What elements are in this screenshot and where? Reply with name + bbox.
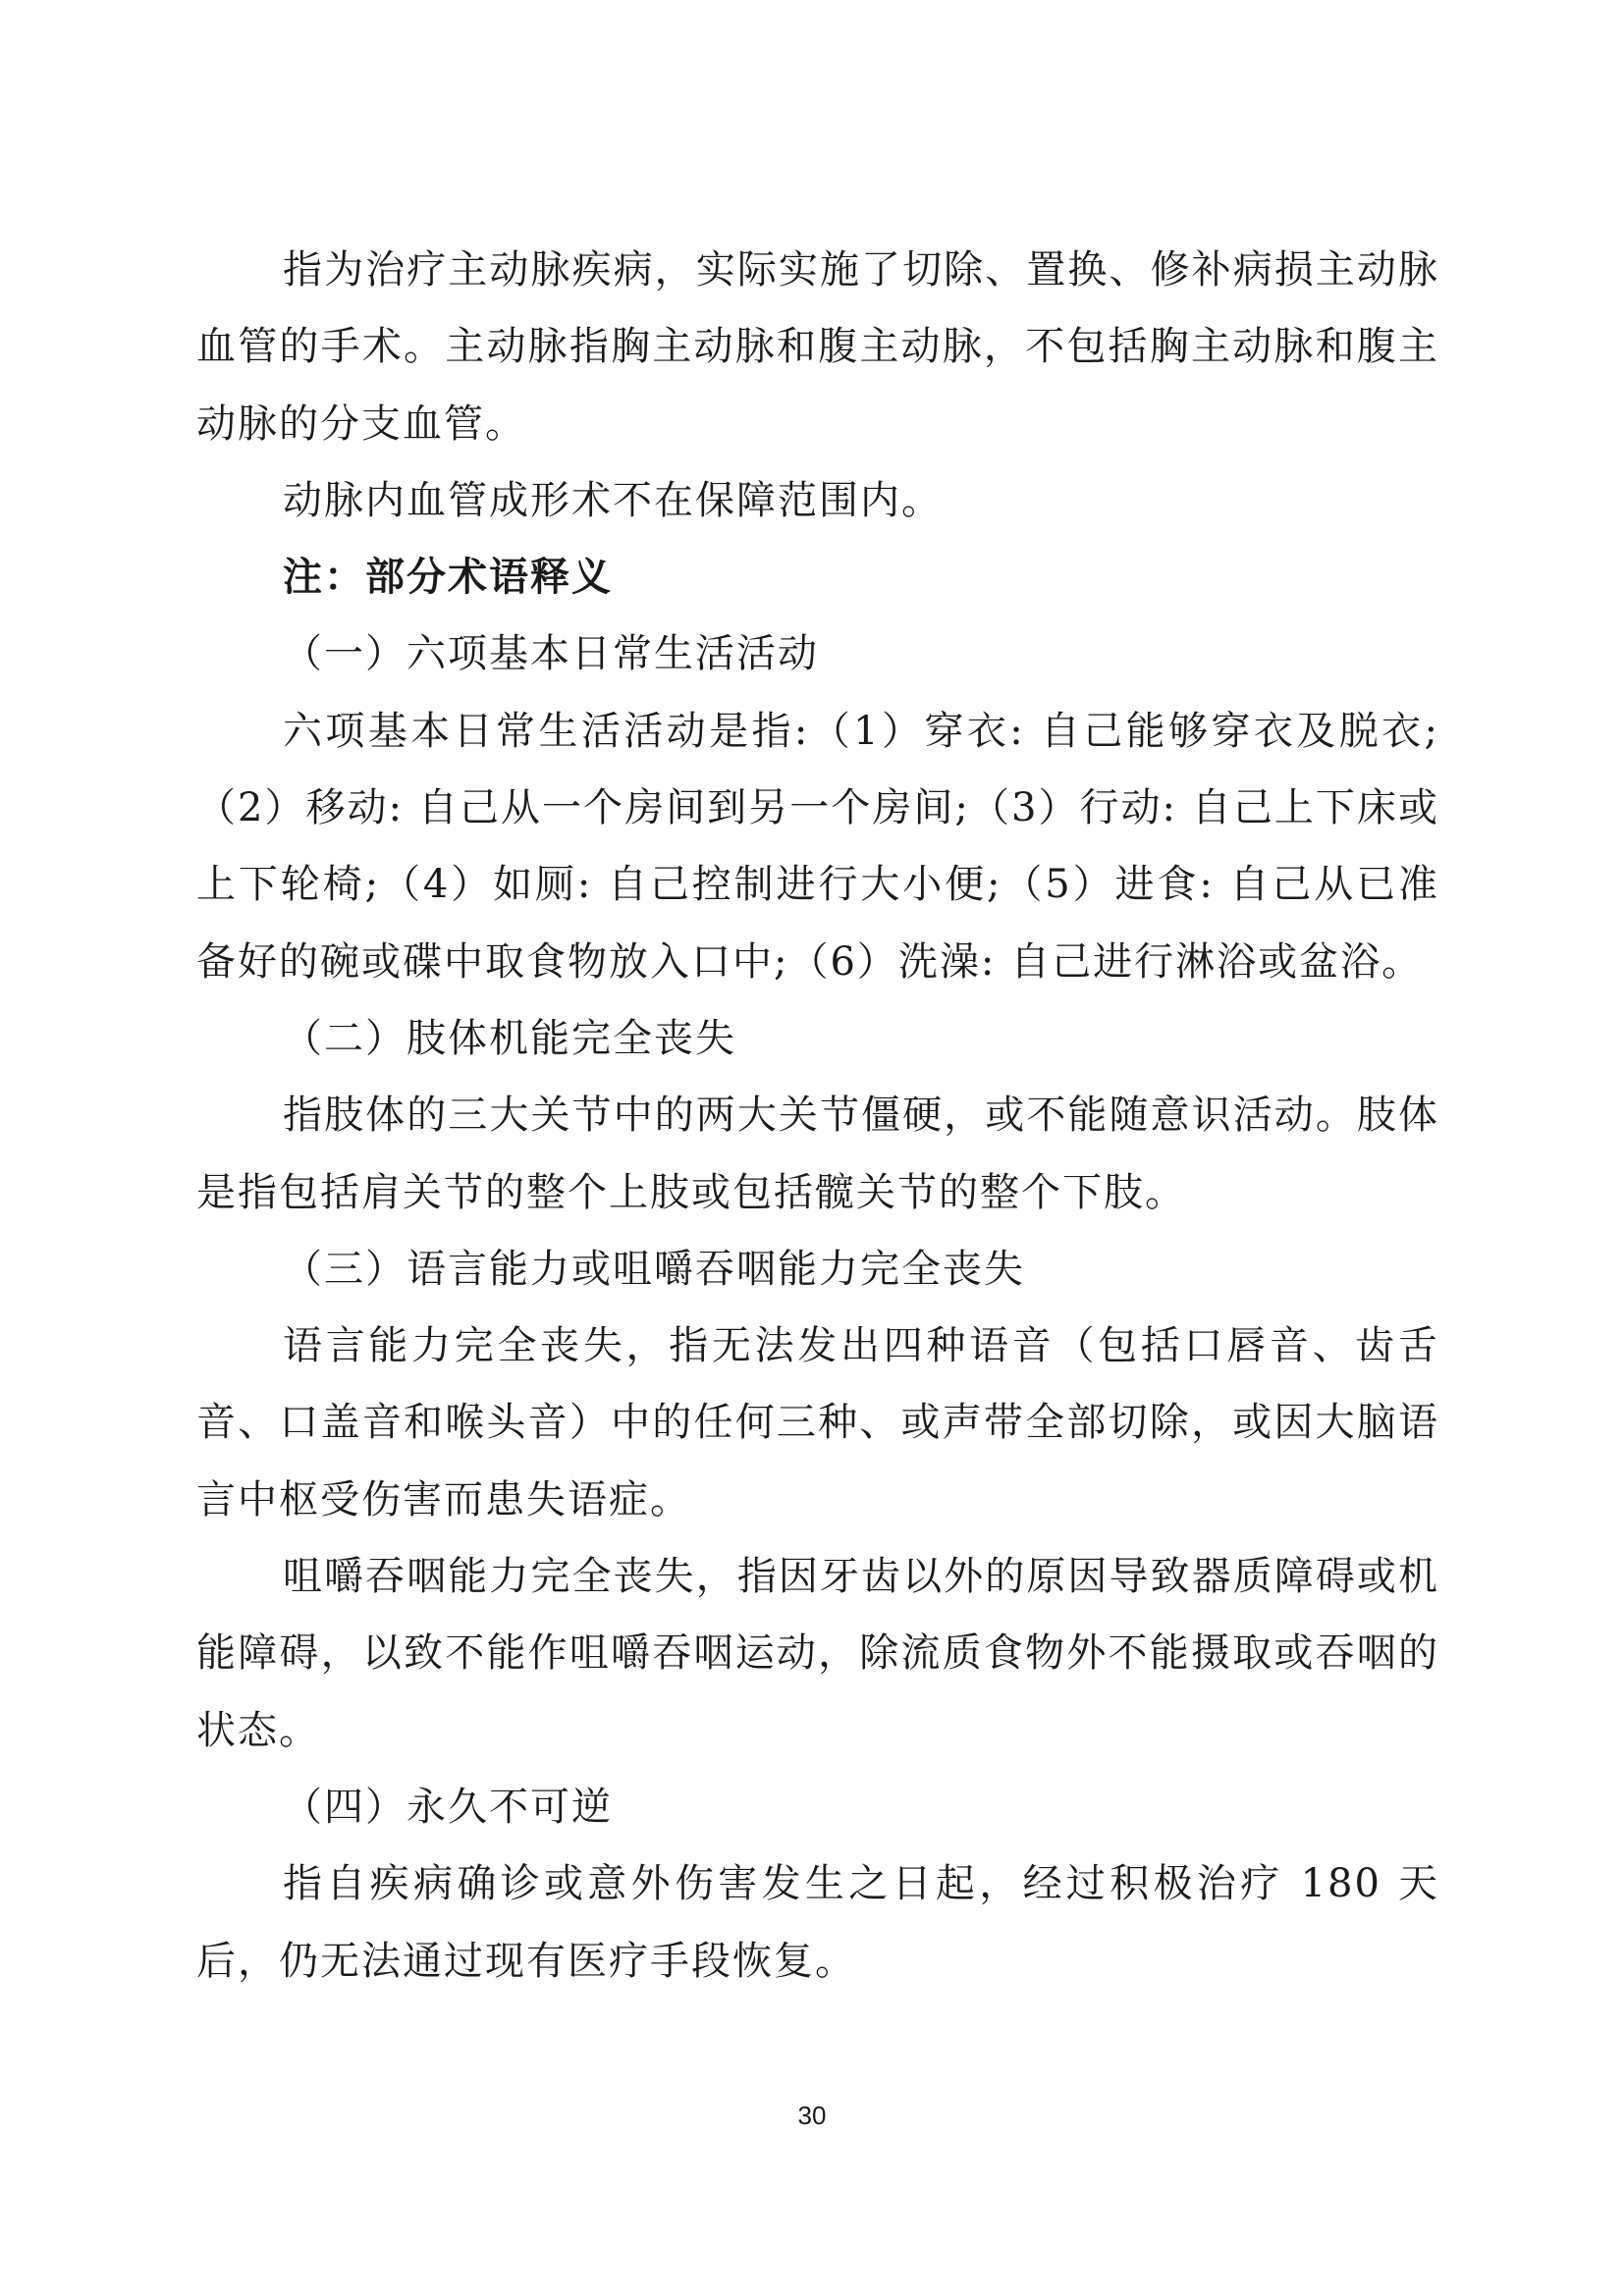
paragraph-swallow-loss: 咀嚼吞咽能力完全丧失，指因牙齿以外的原因导致器质障碍或机能障碍，以致不能作咀嚼吞咽运动，除流质食物外不能摄取或吞咽的状态。 <box>196 1554 1439 1753</box>
subheading-permanent-irreversible: （四）永久不可逆 <box>283 1784 613 1830</box>
page-content <box>196 232 1439 2000</box>
subheading-daily-activities: （一）六项基本日常生活活动 <box>283 631 819 677</box>
page-number: 30 <box>797 2101 827 2130</box>
paragraph-permanent-irreversible: 指自疾病确诊或意外伤害发生之日起，经过积极治疗 180 天后，仍无法通过现有医疗手段恢复。 <box>196 1861 1439 1984</box>
paragraph-aorta-surgery-definition: 指为治疗主动脉疾病，实际实施了切除、置换、修补病损主动脉血管的手术。主动脉指胸主动脉和腹主动脉，不包括胸主动脉和腹主动脉的分支血管。 <box>196 247 1439 447</box>
paragraph-speech-loss: 语言能力完全丧失，指无法发出四种语音（包括口唇音、齿舌音、口盖音和喉头音）中的任何三种、或声带全部切除，或因大脑语言中枢受伤害而患失语症。 <box>196 1323 1439 1522</box>
subheading-speech-swallow-loss: （三）语言能力或咀嚼吞咽能力完全丧失 <box>283 1246 1025 1292</box>
paragraph-limb-function-loss: 指肢体的三大关节中的两大关节僵硬，或不能随意识活动。肢体是指包括肩关节的整个上肢或包括髋关节的整个下肢。 <box>196 1093 1439 1215</box>
paragraph-daily-activities: 六项基本日常生活活动是指:（1）穿衣: 自己能够穿衣及脱衣;（2）移动: 自己从一个房间到另一个房间;（3）行动: 自己上下床或上下轮椅;（4）如厕: 自己控制进行大小便;（5）进食: 自己从已准备好的碗或碟中取食物放入口中;（6）洗澡: 自己进行淋浴或盆浴。 <box>196 708 1439 985</box>
subheading-limb-function-loss: （二）肢体机能完全丧失 <box>283 1015 736 1061</box>
paragraph-exclusion-note: 动脉内血管成形术不在保障范围内。 <box>283 477 943 523</box>
section-heading-terms: 注：部分术语释义 <box>283 554 613 601</box>
